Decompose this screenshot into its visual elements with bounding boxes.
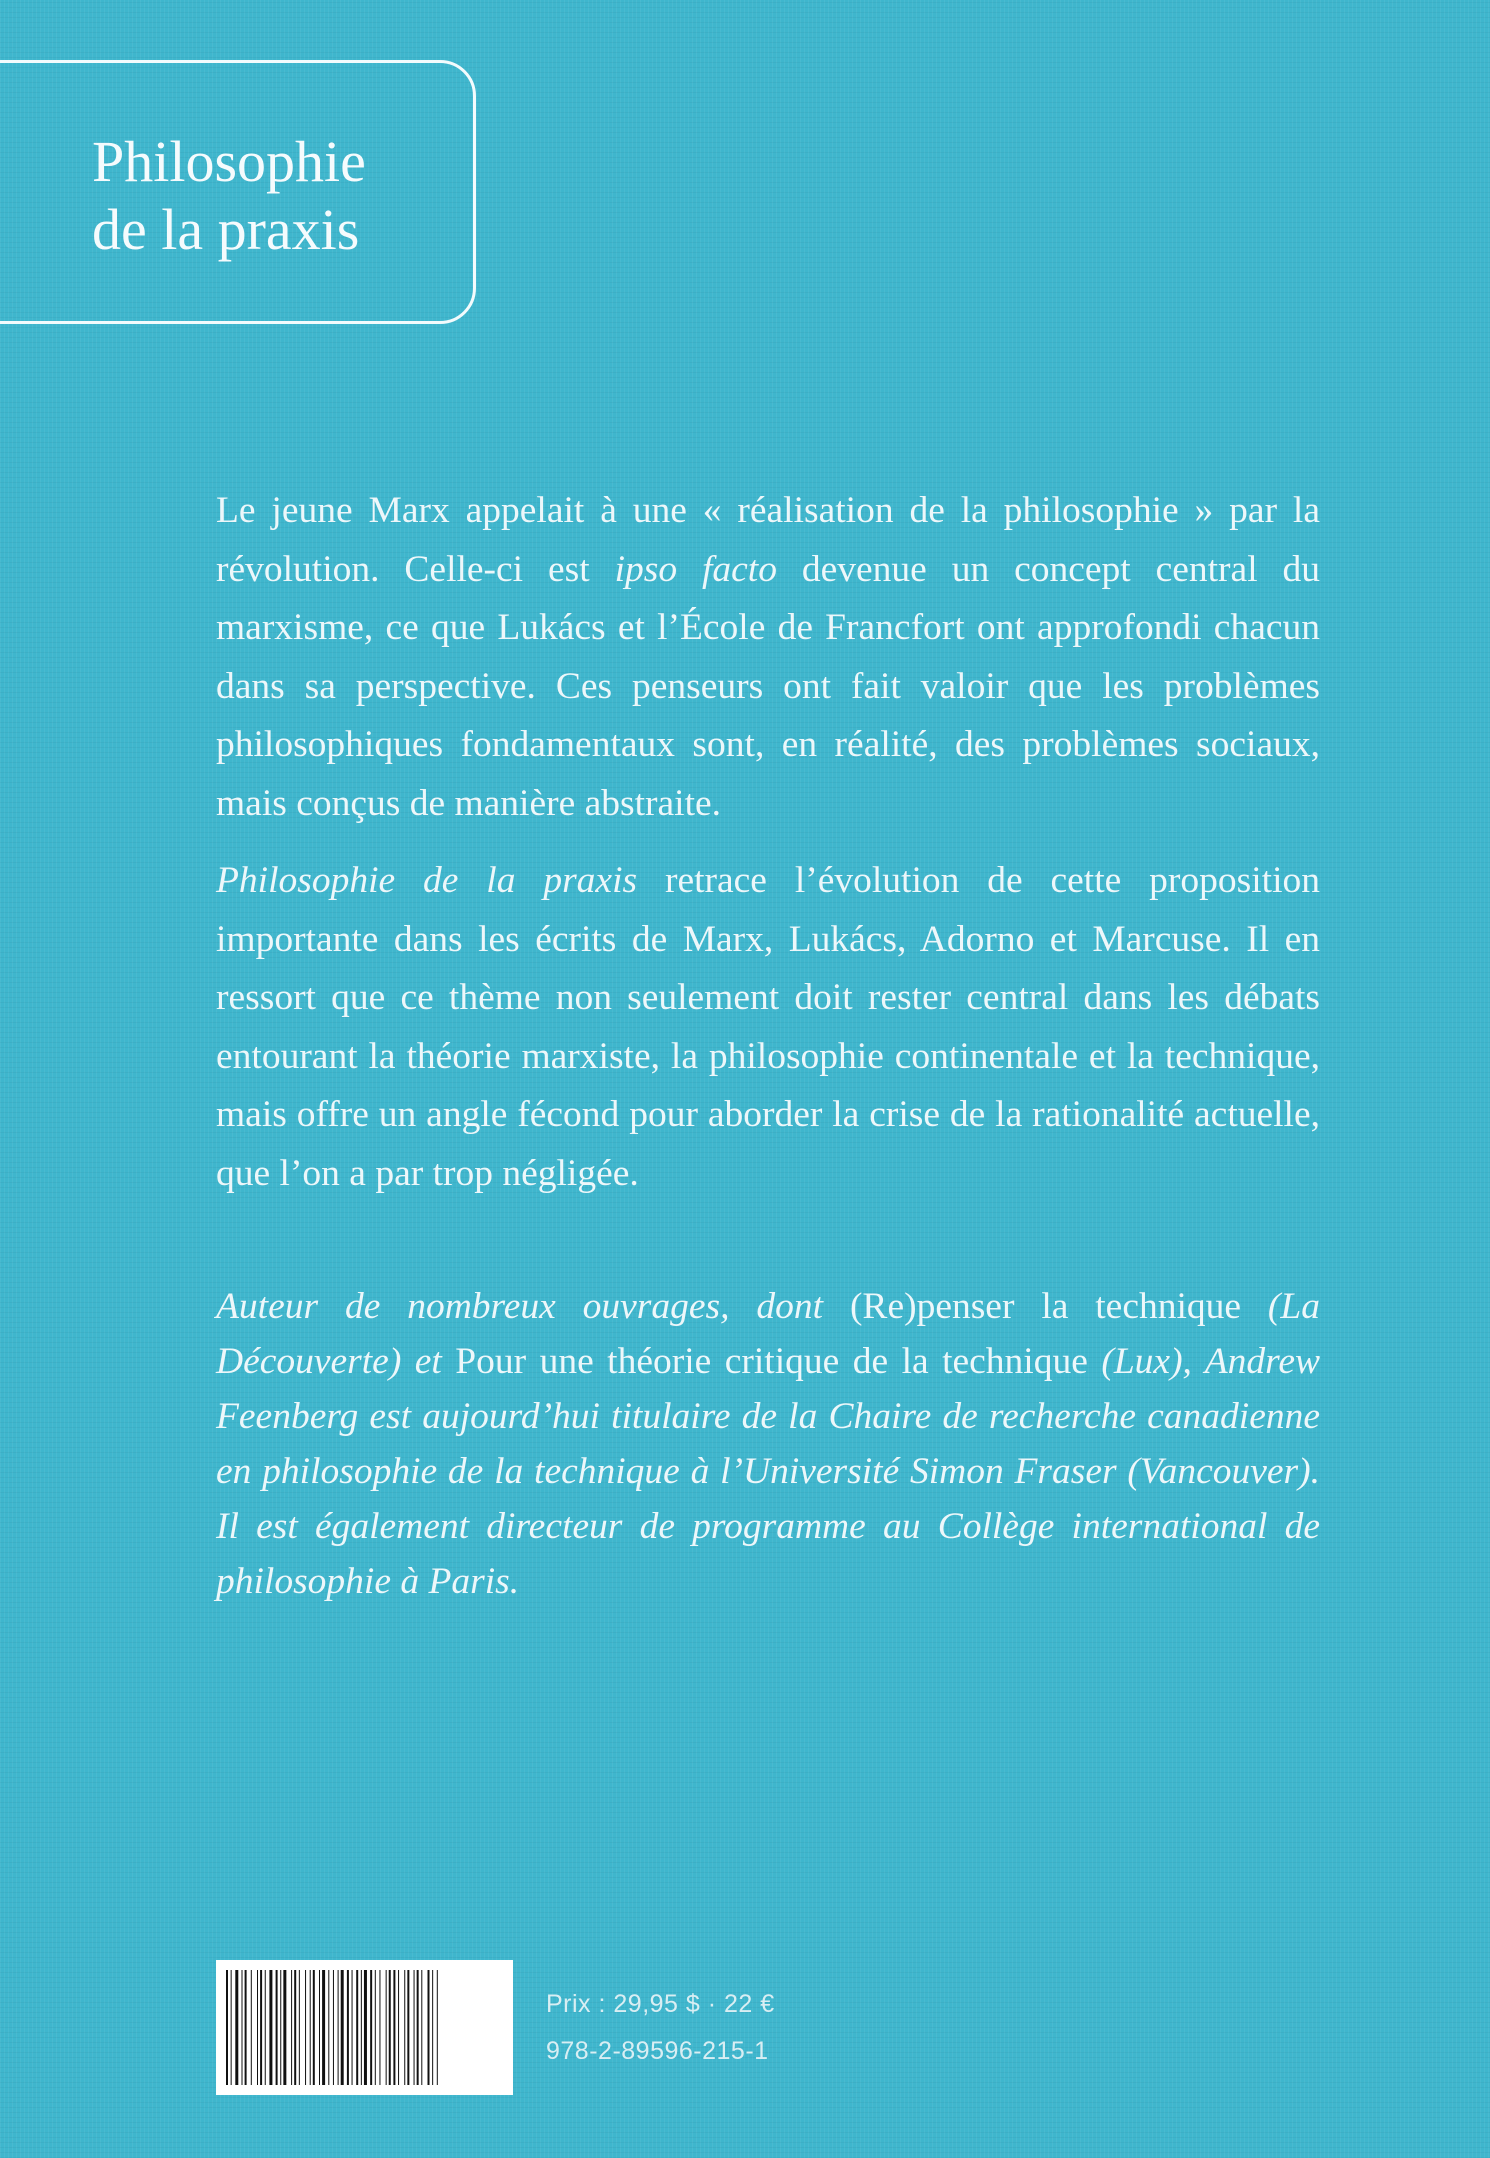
barcode-bar [251,1970,252,2085]
book-title [92,128,366,264]
barcode-bar [338,1970,339,2085]
barcode-bar [393,1970,395,2085]
barcode-bar [319,1970,320,2085]
barcode-bar [313,1970,315,2085]
isbn-label: 978-2-89596-215-1 [546,2037,769,2065]
barcode-bar [398,1970,399,2085]
barcode-bar [269,1970,272,2085]
barcode-bar [231,1970,232,2085]
barcode-bar [305,1970,306,2085]
author-bio: Auteur de nombreux ouvrages, dont (Re)penser la technique (La Découverte) et Pour une théorie critique de la technique (Lux), Andrew Feenberg est aujourd’hui titulaire de la Chaire de recherche canadienne en philosophie de la technique à l’Université Simon Fraser (Vancouver). Il est également directeur de programme au Collège international de philosophie à Paris. [216,1286,1320,1602]
barcode-bar [414,1970,415,2085]
barcode-bar [280,1970,281,2085]
barcode [216,1960,513,2095]
barcode-bar [421,1970,422,2085]
price-label: Prix : 29,95 $ · 22 € [546,1990,775,2018]
barcode-bar [328,1970,329,2085]
barcode-bar [257,1970,258,2085]
barcode-bar [437,1970,438,2085]
barcode-bar [370,1970,372,2085]
barcode-bar [245,1970,247,2085]
barcode-graphic [226,1970,503,2085]
barcode-bar [364,1970,367,2085]
title-line-2: de la praxis [92,197,360,262]
barcode-bar [347,1970,349,2085]
barcode-bar [291,1970,292,2085]
barcode-bar [404,1970,405,2085]
barcode-bar [260,1970,262,2085]
barcode-bar [265,1970,266,2085]
barcode-bar [375,1970,376,2085]
barcode-bar [386,1970,387,2085]
barcode-bar [299,1970,300,2085]
barcode-bar [276,1970,278,2085]
summary-paragraph-1: Le jeune Marx appelait à une « réalisation de la philosophie » par la révolution. Celle-ci est ipso facto devenue un concept central du marxisme, ce que Lukács et l’École de Francfort ont approfondi chacun dans sa perspective. Ces penseurs ont fait valoir que les problèmes philosophiques fondamentaux sont, en réalité, des problèmes sociaux, mais conçus de manière abstraite. [216,490,1321,824]
barcode-bar [407,1970,409,2085]
barcode-bar [226,1970,228,2085]
barcode-bar [310,1970,311,2085]
title-line-1: Philosophie [92,129,366,194]
barcode-bar [235,1970,238,2085]
barcode-bar [428,1970,430,2085]
barcode-bar [379,1970,380,2085]
barcode-bar [294,1970,296,2085]
barcode-bar [242,1970,243,2085]
barcode-bar [352,1970,353,2085]
barcode-bar [283,1970,286,2085]
barcode-bar [432,1970,433,2085]
barcode-bar [322,1970,325,2085]
barcode-bar [333,1970,334,2085]
barcode-bar [356,1970,358,2085]
barcode-bar [341,1970,344,2085]
barcode-bar [389,1970,391,2085]
summary-paragraph-2: Philosophie de la praxis retrace l’évolution de cette proposition importante dans les écrits de Marx, Lukács, Adorno et Marcuse. Il en ressort que ce thème non seulement doit rester central dans les débats entourant la théorie marxiste, la philosophie continentale et la technique, mais offre un angle fécond pour aborder la crise de la rationalité actuelle, que l’on a par trop négligée. [216,860,1320,1194]
barcode-bar [417,1970,419,2085]
barcode-bar [361,1970,362,2085]
